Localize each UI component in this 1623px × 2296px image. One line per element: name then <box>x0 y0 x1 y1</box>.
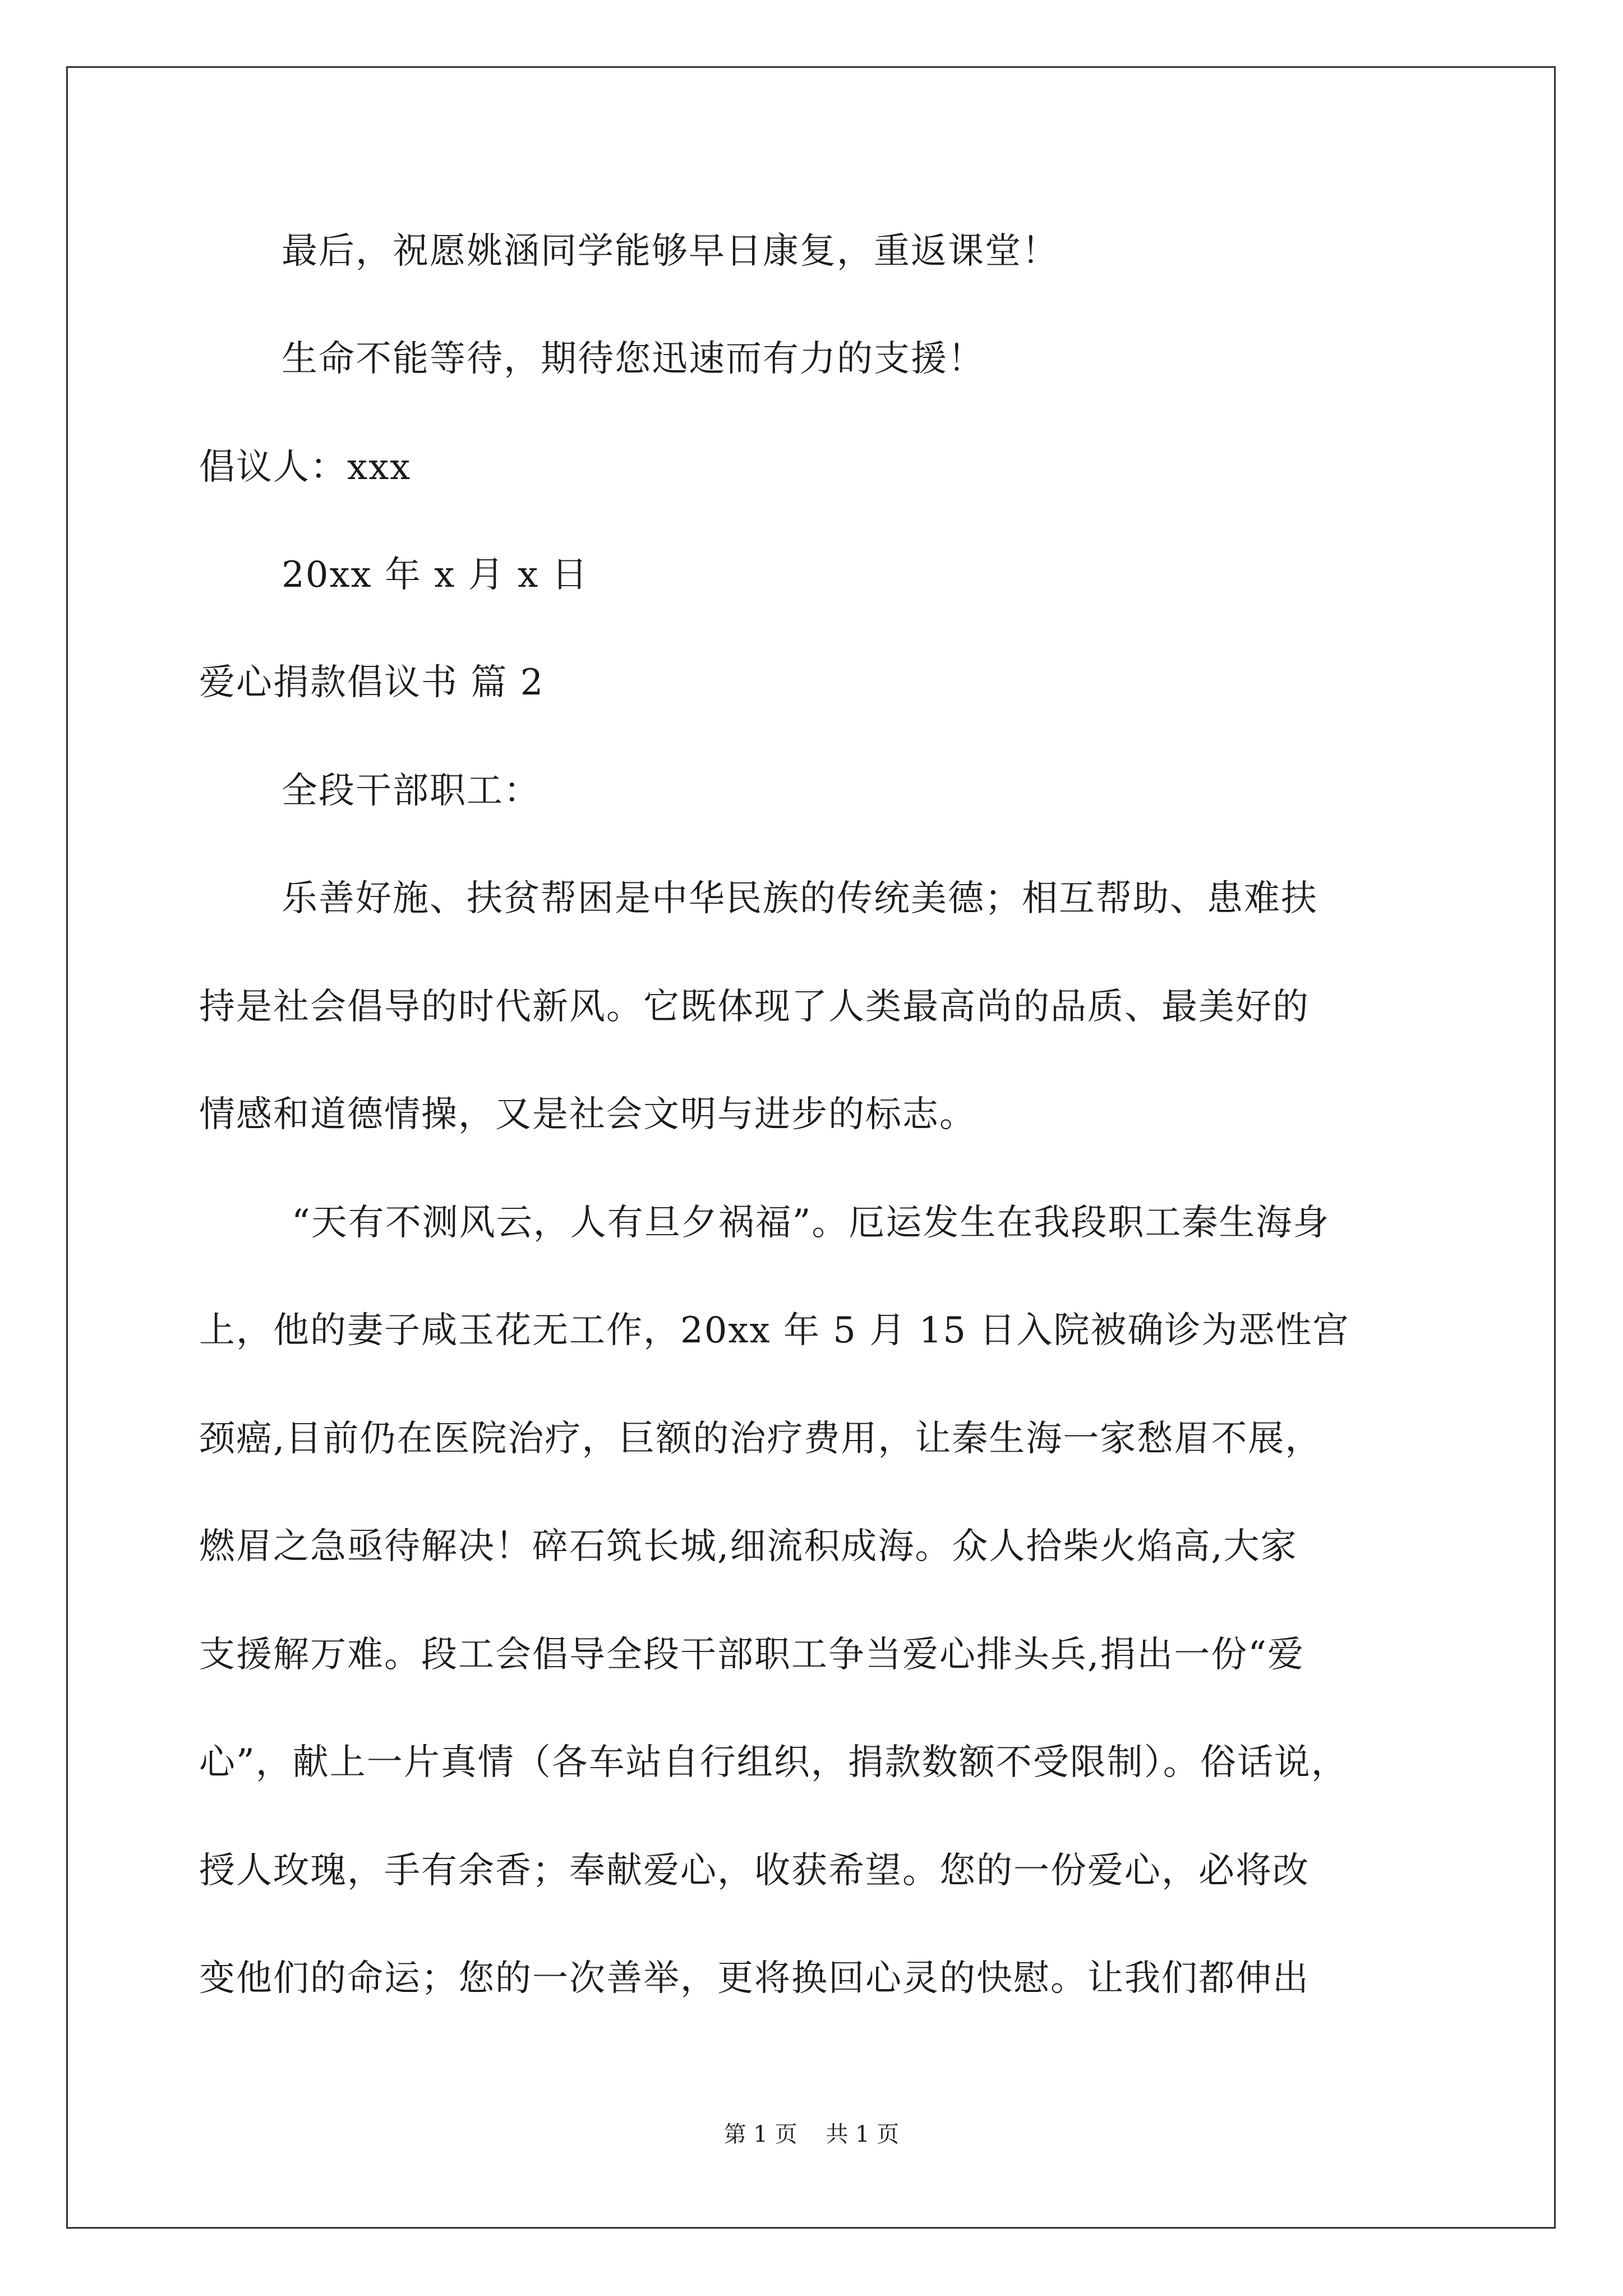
appeal-line: 生命不能等待，期待您迅速而有力的支援！ <box>282 338 985 380</box>
proposer-line: 倡议人：xxx <box>199 447 412 488</box>
page-footer: 第 1 页 共 1 页 <box>723 2122 900 2147</box>
paragraph-line: 授人玫瑰，手有余香；奉献爱心，收获希望。您的一份爱心，必将改 <box>199 1850 1310 1892</box>
paragraph-line: 上，他的妻子咸玉花无工作，20xx 年 5 月 15 日入院被确诊为恶性宫 <box>199 1310 1350 1351</box>
paragraph-line: 持是社会倡导的时代新风。它既体现了人类最高尚的品质、最美好的 <box>199 986 1310 1028</box>
date-line: 20xx 年 x 月 x 日 <box>282 554 589 596</box>
section-heading: 爱心捐款倡议书 篇 2 <box>199 662 545 703</box>
paragraph-line: “天有不测风云，人有旦夕祸福”。厄运发生在我段职工秦生海身 <box>292 1202 1330 1244</box>
closing-wish-line: 最后，祝愿姚涵同学能够早日康复，重返课堂！ <box>282 231 1059 272</box>
paragraph-line: 变他们的命运；您的一次善举，更将换回心灵的快慰。让我们都伸出 <box>199 1958 1310 1999</box>
paragraph-line: 心”，献上一片真情（各车站自行组织，捐款数额不受限制）。俗话说， <box>199 1742 1348 1783</box>
paragraph-line: 情感和道德情操，又是社会文明与进步的标志。 <box>199 1094 976 1135</box>
paragraph-line: 颈癌,目前仍在医院治疗，巨额的治疗费用，让秦生海一家愁眉不展， <box>199 1418 1322 1460</box>
page-border <box>66 66 1556 2229</box>
salutation-line: 全段干部职工： <box>282 770 541 812</box>
paragraph-line: 燃眉之急亟待解决！碎石筑长城,细流积成海。众人拾柴火焰高,大家 <box>199 1526 1298 1567</box>
paragraph-line: 乐善好施、扶贫帮困是中华民族的传统美德；相互帮助、患难扶 <box>282 878 1318 919</box>
paragraph-line: 支援解万难。段工会倡导全段干部职工争当爱心排头兵,捐出一份“爱 <box>199 1634 1305 1676</box>
